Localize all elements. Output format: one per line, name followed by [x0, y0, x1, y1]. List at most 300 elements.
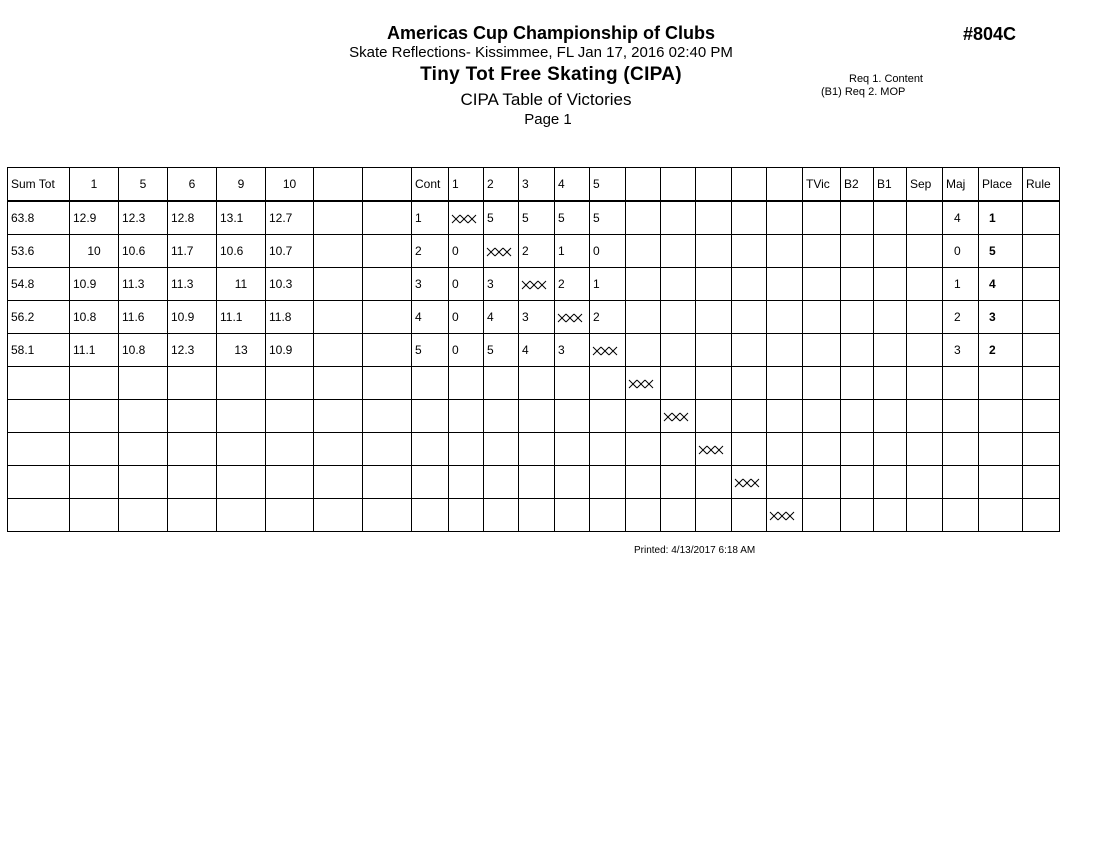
- table-cell: [841, 499, 874, 532]
- table-cell: [979, 433, 1023, 466]
- table-cell: [555, 367, 590, 400]
- table-row: [8, 433, 1060, 466]
- table-cell: [732, 367, 767, 400]
- table-cell: [732, 400, 767, 433]
- table-cell: [412, 367, 449, 400]
- table-cell: [943, 400, 979, 433]
- table-cell: [767, 235, 803, 268]
- table-cell: [732, 201, 767, 235]
- table-cell: [8, 367, 70, 400]
- table-cell: [70, 400, 119, 433]
- table-cell: [732, 301, 767, 334]
- column-header: [626, 168, 661, 202]
- table-cell: [661, 235, 696, 268]
- table-cell: [484, 466, 519, 499]
- table-cell: [519, 433, 555, 466]
- table-cell: [661, 201, 696, 235]
- table-cell: 12.3: [168, 334, 217, 367]
- table-cell: [1023, 499, 1060, 532]
- table-cell: [626, 235, 661, 268]
- column-header: TVic: [803, 168, 841, 202]
- table-cell: [266, 466, 314, 499]
- table-cell: [449, 433, 484, 466]
- column-header: Rule: [1023, 168, 1060, 202]
- table-cell: [168, 433, 217, 466]
- table-cell: [841, 268, 874, 301]
- table-cell: [767, 433, 803, 466]
- table-cell: [519, 466, 555, 499]
- table-cell: 4: [484, 301, 519, 334]
- table-cell: [979, 400, 1023, 433]
- table-cell: [119, 499, 168, 532]
- table-cell: [696, 400, 732, 433]
- table-cell: [1023, 466, 1060, 499]
- table-cell: 10.3: [266, 268, 314, 301]
- table-cell: [732, 466, 767, 499]
- table-cell: 10.7: [266, 235, 314, 268]
- table-cell: [590, 400, 626, 433]
- table-row: [8, 499, 1060, 532]
- table-cell: [519, 268, 555, 301]
- table-cell: [767, 400, 803, 433]
- table-cell: [907, 499, 943, 532]
- table-cell: [803, 367, 841, 400]
- table-cell: [661, 301, 696, 334]
- table-row: [8, 466, 1060, 499]
- column-header: 5: [590, 168, 626, 202]
- table-cell: [661, 268, 696, 301]
- column-header: 10: [266, 168, 314, 202]
- page-number: Page 1: [524, 111, 572, 128]
- table-cell: [767, 466, 803, 499]
- table-cell: 53.6: [8, 235, 70, 268]
- table-cell: 0: [449, 268, 484, 301]
- table-cell: [943, 499, 979, 532]
- requirement-1: Req 1. Content: [849, 73, 923, 85]
- column-header: [696, 168, 732, 202]
- table-cell: [363, 201, 412, 235]
- column-header: B2: [841, 168, 874, 202]
- table-cell: [314, 466, 363, 499]
- table-cell: [626, 268, 661, 301]
- table-cell: [590, 334, 626, 367]
- table-cell: [449, 201, 484, 235]
- column-header: Cont: [412, 168, 449, 202]
- table-cell: [1023, 433, 1060, 466]
- table-cell: [874, 301, 907, 334]
- column-header: 1: [70, 168, 119, 202]
- table-cell: [590, 433, 626, 466]
- table-cell: 0: [449, 334, 484, 367]
- table-cell: [119, 400, 168, 433]
- table-cell: 13: [217, 334, 266, 367]
- table-cell: [841, 235, 874, 268]
- competition-title: Americas Cup Championship of Clubs: [386, 23, 716, 43]
- table-cell: [874, 466, 907, 499]
- table-cell: [943, 466, 979, 499]
- table-cell: [732, 499, 767, 532]
- table-cell: 0: [590, 235, 626, 268]
- table-row: [8, 235, 1060, 268]
- column-header: [661, 168, 696, 202]
- table-row: [8, 201, 1060, 235]
- table-cell: [841, 201, 874, 235]
- table-cell: [314, 268, 363, 301]
- table-cell: 2: [555, 268, 590, 301]
- table-cell: 5: [412, 334, 449, 367]
- table-cell: [696, 201, 732, 235]
- table-cell: [661, 499, 696, 532]
- table-cell: [696, 268, 732, 301]
- table-cell: [874, 499, 907, 532]
- table-row: [8, 400, 1060, 433]
- column-header: 5: [119, 168, 168, 202]
- table-cell: [626, 367, 661, 400]
- table-cell: [803, 301, 841, 334]
- table-cell: [874, 235, 907, 268]
- table-cell: 5: [484, 201, 519, 235]
- table-cell: 10: [70, 235, 119, 268]
- table-cell: 63.8: [8, 201, 70, 235]
- table-cell: [314, 433, 363, 466]
- table-cell: 2: [979, 334, 1023, 367]
- table-cell: [363, 268, 412, 301]
- table-cell: 3: [412, 268, 449, 301]
- table-cell: [767, 268, 803, 301]
- table-cell: [266, 400, 314, 433]
- table-cell: 10.9: [266, 334, 314, 367]
- table-cell: [626, 301, 661, 334]
- table-cell: [217, 400, 266, 433]
- table-cell: 5: [519, 201, 555, 235]
- xxx-mark-icon: [628, 379, 654, 389]
- table-cell: 2: [519, 235, 555, 268]
- table-cell: [168, 499, 217, 532]
- table-cell: [874, 268, 907, 301]
- table-cell: 10.6: [119, 235, 168, 268]
- table-cell: [590, 466, 626, 499]
- table-header-row: [8, 168, 1060, 202]
- table-cell: [907, 433, 943, 466]
- table-cell: [363, 367, 412, 400]
- table-cell: [519, 499, 555, 532]
- table-cell: [767, 301, 803, 334]
- table-cell: [874, 433, 907, 466]
- table-cell: [1023, 334, 1060, 367]
- table-cell: [484, 499, 519, 532]
- table-cell: [907, 367, 943, 400]
- table-cell: 12.7: [266, 201, 314, 235]
- table-cell: [696, 367, 732, 400]
- table-cell: 11: [217, 268, 266, 301]
- table-cell: [168, 367, 217, 400]
- table-cell: 5: [484, 334, 519, 367]
- table-cell: 5: [979, 235, 1023, 268]
- table-cell: [314, 235, 363, 268]
- table-cell: [626, 466, 661, 499]
- table-cell: [732, 268, 767, 301]
- column-header: 2: [484, 168, 519, 202]
- table-cell: [363, 499, 412, 532]
- table-cell: 2: [590, 301, 626, 334]
- table-cell: [1023, 268, 1060, 301]
- table-cell: [449, 499, 484, 532]
- table-cell: [907, 268, 943, 301]
- table-cell: [449, 400, 484, 433]
- table-cell: [8, 400, 70, 433]
- table-cell: 5: [555, 201, 590, 235]
- table-cell: [841, 334, 874, 367]
- table-cell: [519, 367, 555, 400]
- table-cell: [696, 334, 732, 367]
- table-cell: [168, 466, 217, 499]
- table-cell: [732, 334, 767, 367]
- table-cell: 1: [979, 201, 1023, 235]
- victories-table: [7, 167, 1060, 532]
- table-cell: 1: [590, 268, 626, 301]
- table-title: CIPA Table of Victories: [460, 90, 632, 109]
- table-cell: [484, 367, 519, 400]
- table-cell: [661, 433, 696, 466]
- table-cell: [449, 367, 484, 400]
- table-cell: [732, 235, 767, 268]
- table-cell: [363, 466, 412, 499]
- table-cell: [314, 499, 363, 532]
- table-cell: [412, 400, 449, 433]
- table-cell: [841, 301, 874, 334]
- table-cell: [803, 334, 841, 367]
- table-cell: [266, 499, 314, 532]
- table-cell: 11.7: [168, 235, 217, 268]
- table-cell: 10.9: [168, 301, 217, 334]
- table-cell: [979, 466, 1023, 499]
- column-header: 4: [555, 168, 590, 202]
- table-cell: 10.9: [70, 268, 119, 301]
- table-cell: [168, 400, 217, 433]
- table-cell: [661, 466, 696, 499]
- table-cell: [696, 301, 732, 334]
- table-cell: [555, 400, 590, 433]
- table-cell: [907, 334, 943, 367]
- table-cell: [907, 466, 943, 499]
- table-cell: 1: [943, 268, 979, 301]
- table-cell: [841, 466, 874, 499]
- table-cell: [412, 433, 449, 466]
- table-cell: 4: [979, 268, 1023, 301]
- table-cell: [8, 433, 70, 466]
- table-row: [8, 301, 1060, 334]
- table-cell: [266, 433, 314, 466]
- table-cell: [555, 466, 590, 499]
- table-cell: [1023, 201, 1060, 235]
- table-cell: [314, 400, 363, 433]
- table-cell: [907, 301, 943, 334]
- table-cell: 12.8: [168, 201, 217, 235]
- xxx-mark-icon: [557, 313, 583, 323]
- xxx-mark-icon: [663, 412, 689, 422]
- table-cell: [70, 499, 119, 532]
- column-header: Maj: [943, 168, 979, 202]
- table-cell: 11.3: [168, 268, 217, 301]
- table-cell: 13.1: [217, 201, 266, 235]
- table-cell: 11.1: [217, 301, 266, 334]
- table-cell: [803, 268, 841, 301]
- table-cell: [696, 466, 732, 499]
- table-cell: [590, 367, 626, 400]
- table-cell: [1023, 235, 1060, 268]
- table-cell: [70, 367, 119, 400]
- table-cell: [119, 367, 168, 400]
- table-cell: [943, 433, 979, 466]
- table-cell: [803, 400, 841, 433]
- xxx-mark-icon: [769, 511, 795, 521]
- table-cell: [555, 433, 590, 466]
- table-cell: [314, 334, 363, 367]
- table-cell: 1: [412, 201, 449, 235]
- table-cell: 11.6: [119, 301, 168, 334]
- table-cell: [841, 400, 874, 433]
- event-name: Tiny Tot Free Skating (CIPA): [420, 64, 682, 85]
- table-cell: [841, 433, 874, 466]
- table-cell: [767, 499, 803, 532]
- xxx-mark-icon: [451, 214, 477, 224]
- column-header: 9: [217, 168, 266, 202]
- column-header: [767, 168, 803, 202]
- table-cell: [519, 400, 555, 433]
- table-cell: [8, 499, 70, 532]
- table-cell: 3: [555, 334, 590, 367]
- table-cell: 4: [412, 301, 449, 334]
- table-cell: [803, 499, 841, 532]
- table-cell: [217, 466, 266, 499]
- table-cell: [626, 499, 661, 532]
- xxx-mark-icon: [521, 280, 547, 290]
- table-cell: [626, 334, 661, 367]
- table-cell: [907, 400, 943, 433]
- table-cell: 0: [449, 301, 484, 334]
- table-cell: [412, 466, 449, 499]
- column-header: [363, 168, 412, 202]
- table-cell: [874, 334, 907, 367]
- table-cell: [555, 499, 590, 532]
- table-cell: 12.3: [119, 201, 168, 235]
- table-cell: [363, 301, 412, 334]
- table-cell: [119, 466, 168, 499]
- table-cell: 0: [449, 235, 484, 268]
- table-cell: [626, 433, 661, 466]
- column-header: [732, 168, 767, 202]
- table-cell: [767, 367, 803, 400]
- table-cell: [803, 235, 841, 268]
- table-cell: 4: [943, 201, 979, 235]
- table-cell: [555, 301, 590, 334]
- table-cell: [767, 201, 803, 235]
- table-cell: 11.1: [70, 334, 119, 367]
- table-cell: [314, 367, 363, 400]
- table-cell: [979, 367, 1023, 400]
- table-cell: [363, 433, 412, 466]
- column-header: Sep: [907, 168, 943, 202]
- table-cell: 10.6: [217, 235, 266, 268]
- table-cell: [484, 433, 519, 466]
- table-cell: 10.8: [70, 301, 119, 334]
- column-header: Place: [979, 168, 1023, 202]
- table-row: [8, 268, 1060, 301]
- table-cell: [874, 400, 907, 433]
- table-cell: 11.8: [266, 301, 314, 334]
- table-cell: [363, 334, 412, 367]
- table-cell: [70, 433, 119, 466]
- column-header: 3: [519, 168, 555, 202]
- table-cell: [803, 433, 841, 466]
- column-header: B1: [874, 168, 907, 202]
- table-cell: [907, 201, 943, 235]
- table-cell: [314, 201, 363, 235]
- table-cell: [70, 466, 119, 499]
- table-cell: 0: [943, 235, 979, 268]
- table-cell: 58.1: [8, 334, 70, 367]
- table-cell: 4: [519, 334, 555, 367]
- xxx-mark-icon: [698, 445, 724, 455]
- table-cell: 11.3: [119, 268, 168, 301]
- table-cell: 3: [519, 301, 555, 334]
- column-header: 1: [449, 168, 484, 202]
- table-cell: [696, 235, 732, 268]
- table-cell: [874, 201, 907, 235]
- table-cell: 5: [590, 201, 626, 235]
- table-cell: [661, 334, 696, 367]
- table-cell: [484, 400, 519, 433]
- xxx-mark-icon: [592, 346, 618, 356]
- requirement-2: (B1) Req 2. MOP: [821, 86, 906, 98]
- venue-date-line: Skate Reflections- Kissimmee, FL Jan 17, 2016 02:40 PM: [349, 44, 733, 61]
- table-cell: [590, 499, 626, 532]
- table-cell: [626, 400, 661, 433]
- table-cell: [732, 433, 767, 466]
- table-cell: [484, 235, 519, 268]
- table-cell: [803, 201, 841, 235]
- table-cell: [449, 466, 484, 499]
- table-cell: 12.9: [70, 201, 119, 235]
- table-row: [8, 367, 1060, 400]
- table-cell: [217, 499, 266, 532]
- table-cell: [767, 334, 803, 367]
- table-cell: [874, 367, 907, 400]
- table-cell: [661, 400, 696, 433]
- table-cell: [363, 400, 412, 433]
- table-cell: [979, 499, 1023, 532]
- table-cell: [314, 301, 363, 334]
- table-cell: [661, 367, 696, 400]
- table-cell: [217, 367, 266, 400]
- table-cell: [696, 499, 732, 532]
- table-cell: [412, 499, 449, 532]
- table-cell: [363, 235, 412, 268]
- column-header: 6: [168, 168, 217, 202]
- table-cell: 2: [943, 301, 979, 334]
- table-cell: [119, 433, 168, 466]
- column-header: [314, 168, 363, 202]
- table-cell: [696, 433, 732, 466]
- printed-timestamp: Printed: 4/13/2017 6:18 AM: [634, 545, 756, 556]
- table-cell: 3: [943, 334, 979, 367]
- table-cell: 10.8: [119, 334, 168, 367]
- table-cell: [841, 367, 874, 400]
- table-row: [8, 334, 1060, 367]
- xxx-mark-icon: [734, 478, 760, 488]
- table-cell: [907, 235, 943, 268]
- table-cell: [1023, 301, 1060, 334]
